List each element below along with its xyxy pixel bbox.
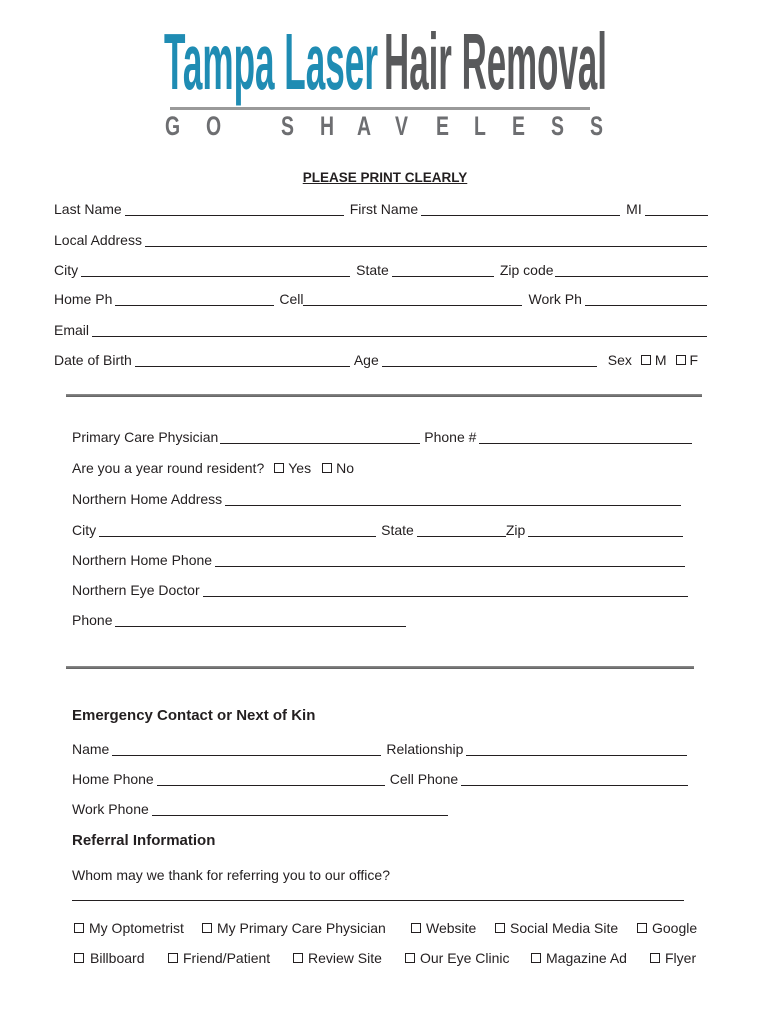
referral-option-magazine-ad[interactable] [531,948,627,968]
sex-m-checkbox[interactable] [641,355,651,365]
northern-zip-label: Zip [505,522,526,538]
home-phone-label: Home Ph [54,291,113,307]
referral-options-row-1 [0,918,770,938]
work-phone-label: Work Ph [528,291,582,307]
local-address-row [54,230,707,250]
primary-care-physician-label: Primary Care Physician [72,429,219,445]
northern-state-label: State [381,522,414,538]
dob-age-sex-row [54,350,698,370]
emergency-name-field[interactable] [112,743,381,756]
home-phone-field[interactable] [115,293,274,306]
resident-yes-checkbox[interactable] [274,463,284,473]
resident-no-checkbox[interactable] [322,463,332,473]
emergency-home-phone-label: Home Phone [72,771,154,787]
last-name-field[interactable] [125,203,344,216]
northern-home-phone-label: Northern Home Phone [72,552,213,568]
referral-question: Whom may we thank for referring you to our office? [72,867,390,883]
section-divider [66,666,694,669]
logo-brand-secondary: Hair Removal [384,17,607,106]
age-label: Age [353,352,379,368]
referral-checkbox[interactable] [168,953,178,963]
first-name-label: First Name [349,201,419,217]
name-row [54,199,708,219]
referral-option-label: Our Eye Clinic [420,950,510,966]
city-field[interactable] [81,264,350,277]
middle-initial-label: MI [626,201,642,217]
local-address-label: Local Address [54,232,142,248]
emergency-work-phone-label: Work Phone [72,801,149,817]
referral-checkbox[interactable] [405,953,415,963]
referral-checkbox[interactable] [293,953,303,963]
northern-zip-field[interactable] [528,524,683,537]
emergency-cell-phone-label: Cell Phone [389,771,459,787]
northern-state-field[interactable] [417,524,506,537]
city-state-zip-row [54,260,708,280]
referral-option-label: Review Site [308,950,382,966]
referral-option-flyer[interactable] [650,948,696,968]
logo-brand-primary: Tampa Laser [164,17,378,106]
referral-options-row-2 [0,948,770,968]
referral-checkbox[interactable] [650,953,660,963]
sex-f-label: F [689,352,699,368]
date-of-birth-field[interactable] [135,354,350,367]
referral-option-label: My Primary Care Physician [217,920,386,936]
city-label: City [54,262,79,278]
referral-option-label: Website [426,920,477,936]
logo-tagline: GO SHAVELESS [165,110,603,141]
referral-option-google[interactable] [637,918,697,938]
last-name-label: Last Name [54,201,122,217]
relationship-label: Relationship [386,741,464,757]
primary-care-physician-field[interactable] [220,431,420,444]
referral-option-label: Social Media Site [510,920,619,936]
email-row [54,320,707,340]
state-field[interactable] [392,264,494,277]
northern-eye-doctor-row [72,580,688,600]
cell-phone-field[interactable] [303,293,522,306]
eye-doctor-phone-row [72,610,406,630]
northern-eye-doctor-field[interactable] [203,584,688,597]
first-name-field[interactable] [421,203,620,216]
referral-heading: Referral Information [72,832,216,849]
physician-phone-label: Phone # [424,429,477,445]
referral-checkbox[interactable] [531,953,541,963]
referrer-name-field[interactable] [72,900,684,901]
middle-initial-field[interactable] [645,203,708,216]
referral-option-billboard[interactable] [74,948,144,968]
physician-row [72,427,692,447]
resident-no-label: No [336,460,354,476]
year-round-resident-question: Are you a year round resident? [72,460,265,476]
email-label: Email [54,322,90,338]
zip-code-label: Zip code [499,262,554,278]
emergency-cell-phone-field[interactable] [461,773,688,786]
phones-row [54,289,707,309]
northern-home-address-label: Northern Home Address [72,491,223,507]
referral-option-label: Billboard [90,950,145,966]
work-phone-field[interactable] [585,293,707,306]
northern-city-state-zip-row [72,520,683,540]
section-divider [66,394,702,397]
emergency-work-phone-row [72,799,448,819]
northern-home-address-field[interactable] [225,493,681,506]
zip-code-field[interactable] [555,264,708,277]
referral-checkbox[interactable] [411,923,421,933]
emergency-name-row [72,739,687,759]
sex-f-checkbox[interactable] [676,355,686,365]
northern-address-row [72,489,681,509]
emergency-home-phone-field[interactable] [157,773,385,786]
referral-checkbox[interactable] [637,923,647,933]
emergency-name-label: Name [72,741,110,757]
northern-city-field[interactable] [99,524,376,537]
referral-checkbox[interactable] [74,923,84,933]
emergency-phones-row [72,769,688,789]
cell-phone-label: Cell [279,291,304,307]
referral-option-label: Magazine Ad [546,950,627,966]
local-address-field[interactable] [145,234,707,247]
logo-rule [170,107,590,110]
relationship-field[interactable] [466,743,687,756]
emergency-contact-heading: Emergency Contact or Next of Kin [72,707,316,724]
northern-city-label: City [72,522,97,538]
referral-option-label: Friend/Patient [183,950,271,966]
referral-option-label: Flyer [665,950,697,966]
state-label: State [356,262,389,278]
sex-label: Sex [607,352,632,368]
referral-checkbox[interactable] [202,923,212,933]
physician-phone-field[interactable] [479,431,692,444]
referral-option-friend-patient[interactable] [168,948,270,968]
referral-option-review-site[interactable] [293,948,382,968]
emergency-work-phone-field[interactable] [152,803,448,816]
print-clearly-instruction: PLEASE PRINT CLEARLY [302,170,468,185]
referral-option-my-primary-care-physician[interactable] [202,918,386,938]
referral-option-label: Google [652,920,698,936]
northern-eye-doctor-label: Northern Eye Doctor [72,582,200,598]
eye-doctor-phone-label: Phone [72,612,113,628]
eye-doctor-phone-field[interactable] [115,614,406,627]
company-logo [0,0,770,145]
northern-home-phone-field[interactable] [215,554,685,567]
referral-checkbox[interactable] [74,953,84,963]
sex-m-label: M [654,352,667,368]
age-field[interactable] [382,354,597,367]
referral-checkbox[interactable] [495,923,505,933]
referral-option-social-media-site[interactable] [495,918,618,938]
email-field[interactable] [92,324,707,337]
referral-option-website[interactable] [411,918,476,938]
date-of-birth-label: Date of Birth [54,352,132,368]
referral-option-my-optometrist[interactable] [74,918,184,938]
referral-option-label: My Optometrist [89,920,184,936]
resident-yes-label: Yes [288,460,312,476]
referral-option-our-eye-clinic[interactable] [405,948,509,968]
resident-row [72,458,354,478]
northern-phone-row [72,550,685,570]
